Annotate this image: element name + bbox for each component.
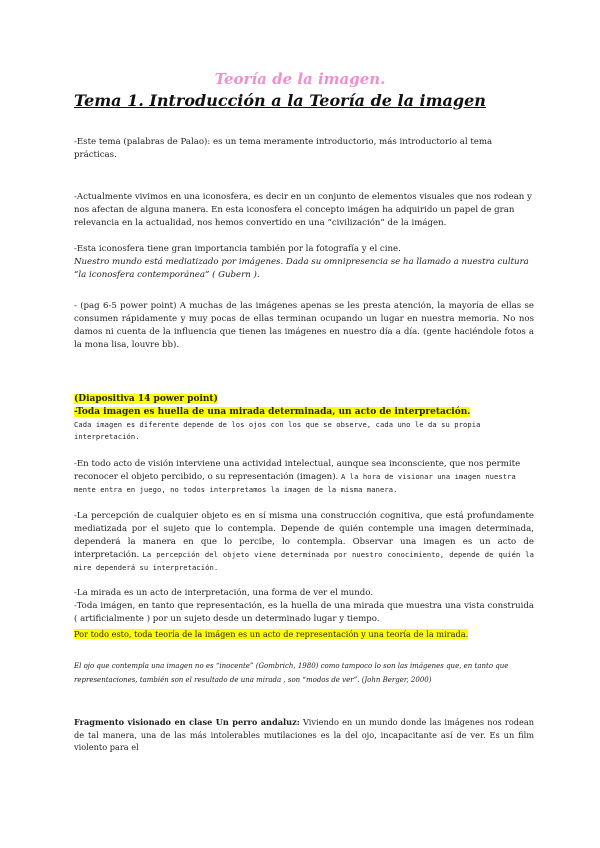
- percepcion-note: La percepción del objeto viene determinada por nuestro conocimiento, depende de quién la mire dependerá su interpretación.: [74, 550, 534, 572]
- slide-heading: (Diapositiva 14 power point): [74, 394, 218, 404]
- iconosfera-paragraph: -Actualmente vivimos en una iconosfera, es decir en un conjunto de elementos visuales que nos rodean y nos afectan de alguna manera. En esta iconosfera el concepto imágen ha adquirido un papel de gran relevancia en la actualidad, nos hemos convertido en una “civilización” de la imágen.: [74, 192, 532, 228]
- topic-title: Tema 1. Introducción a la Teoría de la imagen: [74, 91, 486, 110]
- fotografia-paragraph: -Esta iconosfera tiene gran importancia también por la fotografía y el cine.: [74, 244, 401, 254]
- vision-paragraph: [74, 458, 534, 497]
- slide-quote: -Toda imagen es huella de una mirada determinada, un acto de interpretación.: [74, 407, 471, 417]
- mirada-paragraph: -La mirada es un acto de interpretación, una forma de ver el mundo.: [74, 588, 374, 598]
- fragment-paragraph: [74, 716, 534, 754]
- gubern-quote: Nuestro mundo está mediatizado por imágenes. Dada su omnipresencia se ha llamado a nuestra cultura “la iconosfera contemporánea” ( Gubern ).: [74, 257, 529, 280]
- intro-paragraph: -Este tema (palabras de Palao): es un tema meramente introductorio, más introductorio al tema prácticas.: [74, 137, 493, 160]
- fragment-text: Viviendo en un mundo donde las imágenes nos rodean de tal manera, una de las más intolerables mutilaciones es la del ojo, incapacitante así de ver. Es un film violento para el: [74, 717, 534, 752]
- vision-note: A la hora de visionar una imagen nuestra mente entra en juego, no todos interpretamos la imagen de la misma manera.: [74, 472, 516, 494]
- huella-paragraph: -Toda imágen, en tanto que representación, es la huella de una mirada que muestra una vista construida ( artificialmente ) por un sujeto desde un determinado lugar y tiempo.: [74, 601, 534, 624]
- conclusion-highlight-text: Por todo esto, toda teoría de la imágen es un acto de representación y una teoría de la mirada.: [74, 629, 469, 639]
- conclusion-highlight: [74, 628, 534, 641]
- slide-14-block: [74, 393, 534, 443]
- powerpoint-paragraph: - (pag 6-5 power point) A muchas de las imágenes apenas se les presta atención, la mayoría de ellas se consumen rápidamente y muy pocas de ellas terminan ocupando un lugar en nuestra memoria. No nos damos ni cuenta de la influencia que tienen las imágenes en nuestro día a día. (gente haciéndole fotos a la mona lisa, louvre bb).: [74, 301, 534, 350]
- percepcion-paragraph: [74, 510, 534, 575]
- vision-text: -En todo acto de visión interviene una actividad intelectual, aunque sea inconsciente, que nos permite reconocer el objeto percibido, o su representación (imagen).: [74, 459, 521, 482]
- percepcion-text: -La percepción de cualquier objeto es en sí misma una construcción cognitiva, que está profundamente mediatizada por el sujeto que lo contempla. Depende de quién contemple una imagen determinada, dependerá la manera en que lo percibe, lo contempla. Observar una imagen es un acto de interpretación.: [74, 511, 534, 560]
- slide-note: Cada imagen es diferente depende de los ojos con los que se observe, cada uno le da su propia interpretación.: [74, 420, 481, 441]
- berger-quote: El ojo que contempla una imagen no es “inocente” (Gombrich, 1980) como tampoco lo son las imágenes que, en tanto que representaciones, también son el resultado de una mirada , son “modos de ver”. (John Berger, 2000): [74, 662, 509, 684]
- fragment-label: Fragmento visionado en clase Un perro andaluz:: [74, 717, 300, 727]
- document-title: Teoría de la imagen.: [214, 70, 386, 88]
